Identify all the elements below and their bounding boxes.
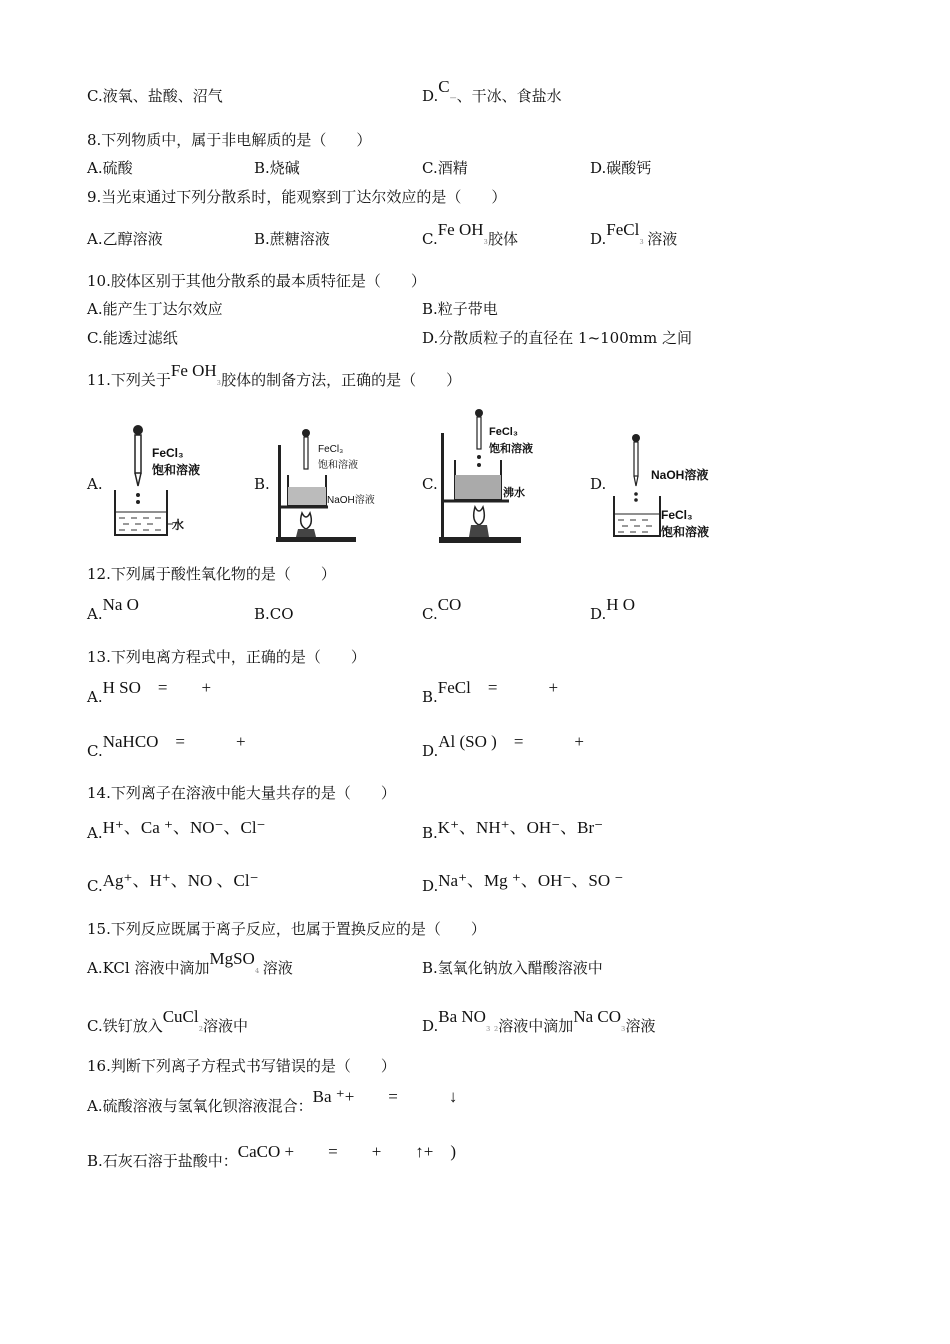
option-text: 溶液 (625, 1017, 656, 1035)
q9-option-a: A.乙醇溶液 (87, 230, 163, 248)
option-label: A. (87, 688, 103, 706)
q13-option-a (87, 678, 212, 707)
q8-option-c: C.酒精 (422, 159, 468, 177)
formula: Na O (102, 595, 139, 614)
ions: Na⁺、Mg ⁺、OH⁻、SO ⁻ (438, 871, 624, 890)
option-label: C. (87, 877, 103, 895)
option-text: C.铁钉放入 (87, 1017, 163, 1035)
q16-option-b (87, 1142, 457, 1171)
q8-stem: 8.下列物质中，属于非电解质的是（ ） (87, 131, 372, 149)
option-label: D. (422, 742, 439, 760)
q14-stem: 14.下列离子在溶液中能大量共存的是（ ） (87, 784, 396, 802)
label-fecl3: FeCl₃ (489, 426, 518, 438)
label-saturated-solution: 饱和溶液 (318, 460, 358, 471)
q15-stem: 15.下列反应既属于离子反应，也属于置换反应的是（ ） (87, 920, 486, 938)
option-label: D. (422, 1017, 439, 1035)
q15-option-d: D.Ba NO₃ ₂溶液中滴加Na CO₃溶液 (422, 1007, 656, 1035)
q11-option-d-label: D. (590, 475, 607, 493)
formula: Fe OH (170, 361, 217, 380)
q10-option-a: A.能产生丁达尔效应 (87, 300, 223, 318)
option-text: 溶液 (262, 959, 293, 977)
q11-option-a-label: A. (87, 475, 103, 493)
q12-stem: 12.下列属于酸性氧化物的是（ ） (87, 565, 336, 583)
q10-option-b: B.粒子带电 (422, 300, 498, 318)
option-label: D. (422, 877, 439, 895)
q8-option-b: B.烧碱 (254, 159, 300, 177)
q16-option-a (87, 1087, 458, 1116)
formula: Na CO (573, 1007, 622, 1026)
option-label: C. (422, 605, 438, 623)
option-text: B.石灰石溶于盐酸中： (87, 1152, 238, 1170)
stem-text: 11.下列关于 (87, 371, 171, 389)
label-saturated-solution: 饱和溶液 (152, 463, 201, 477)
label-naoh: NaOH溶液 (327, 495, 375, 506)
option-label: D. (590, 230, 607, 248)
label-fecl3: FeCl₃ (661, 508, 693, 522)
formula: Ba ⁺+ = ↓ (312, 1087, 458, 1106)
formula: Al (SO ) = + (438, 732, 584, 751)
q12-option-d (590, 595, 636, 624)
option-label: A. (87, 605, 103, 623)
diagram-a-beaker-dropper (105, 420, 225, 545)
q13-option-c (87, 732, 246, 761)
q7-option-d: D.C‒、干冰、食盐水 (422, 77, 562, 105)
q11-stem: 11.下列关于Fe OH₃胶体的制备方法，正确的是（ ） (87, 361, 462, 389)
option-text: A.KCl 溶液中滴加 (87, 959, 210, 977)
q16-stem: 16.判断下列离子方程式书写错误的是（ ） (87, 1057, 396, 1075)
q8-option-d: D.碳酸钙 (590, 159, 652, 177)
option-label: C. (422, 230, 438, 248)
label-fecl3: FeCl₃ (152, 446, 184, 460)
q14-option-c (87, 871, 259, 896)
formula: FeCl (606, 220, 640, 239)
q15-option-c: C.铁钉放入CuCl₂溶液中 (87, 1007, 249, 1035)
option-label: B. (422, 688, 438, 706)
formula: NaHCO = + (102, 732, 246, 751)
q10-option-d: D.分散质粒子的直径在 1~100mm 之间 (422, 329, 692, 347)
label-naoh: NaOH溶液 (651, 468, 709, 482)
label-boiling-water: 沸水 (503, 487, 525, 499)
q12-option-a (87, 595, 139, 624)
ions: H⁺、Ca ⁺、NO⁻、Cl⁻ (102, 818, 266, 837)
option-label: D. (590, 605, 607, 623)
formula: H O (606, 595, 636, 614)
formula: C (438, 77, 450, 96)
q14-option-d (422, 871, 624, 896)
option-text: A.硫酸溶液与氢氧化钡溶液混合： (87, 1097, 313, 1115)
ions: Ag⁺、H⁺、NO 、Cl⁻ (102, 871, 259, 890)
formula: CO (437, 595, 462, 614)
formula: FeCl = + (437, 678, 559, 697)
q15-option-a: A.KCl 溶液中滴加MgSO₄ 溶液 (87, 949, 293, 977)
formula: Fe OH (437, 220, 484, 239)
label-saturated-solution: 饱和溶液 (489, 443, 533, 455)
stem-text: 胶体的制备方法，正确的是（ ） (221, 371, 462, 389)
q12-option-c (422, 595, 462, 624)
diagram-b-heated-beaker (268, 425, 378, 545)
q13-stem: 13.下列电离方程式中，正确的是（ ） (87, 648, 366, 666)
option-text: 溶液 (647, 230, 678, 248)
q14-option-b (422, 818, 604, 843)
option-text: 胶体 (487, 230, 518, 248)
q9-option-c: C.Fe OH₃胶体 (422, 220, 518, 248)
q11-option-c-label: C. (422, 475, 438, 493)
label-water: 水 (172, 518, 185, 532)
label-fecl3: FeCl₃ (318, 444, 344, 455)
q9-stem: 9.当光束通过下列分散系时，能观察到丁达尔效应的是（ ） (87, 188, 507, 206)
formula: Ba NO (438, 1007, 486, 1026)
q9-option-b: B.蔗糖溶液 (254, 230, 330, 248)
option-text: 、干冰、食盐水 (456, 87, 562, 105)
ions: K⁺、NH⁺、OH⁻、Br⁻ (437, 818, 604, 837)
q7-option-c: C.液氧、盐酸、沼气 (87, 87, 223, 105)
option-label: C. (87, 742, 103, 760)
option-label: A. (87, 824, 103, 842)
formula: CaCO + = + ↑+ ) (237, 1142, 457, 1161)
q15-option-b: B.氢氧化钠放入醋酸溶液中 (422, 959, 603, 977)
q10-stem: 10.胶体区别于其他分散系的最本质特征是（ ） (87, 272, 426, 290)
formula: CuCl (162, 1007, 199, 1026)
q10-option-c: C.能透过滤纸 (87, 329, 178, 347)
formula: H SO = + (102, 678, 212, 697)
q14-option-a (87, 818, 266, 843)
option-label: D. (422, 87, 439, 105)
q13-option-b (422, 678, 559, 707)
diagram-d-naoh-into-fecl3 (606, 430, 666, 545)
q9-option-d: D.FeCl₃ 溶液 (590, 220, 678, 248)
q8-option-a: A.硫酸 (87, 159, 133, 177)
option-label: B. (422, 824, 438, 842)
label-saturated-solution: 饱和溶液 (661, 525, 710, 539)
q11-option-b-label: B. (254, 475, 270, 493)
formula: MgSO (209, 949, 255, 968)
option-text: 溶液中 (203, 1017, 249, 1035)
option-text: 溶液中滴加 (498, 1017, 574, 1035)
q13-option-d (422, 732, 584, 761)
q12-option-b: B.CO (254, 605, 294, 623)
